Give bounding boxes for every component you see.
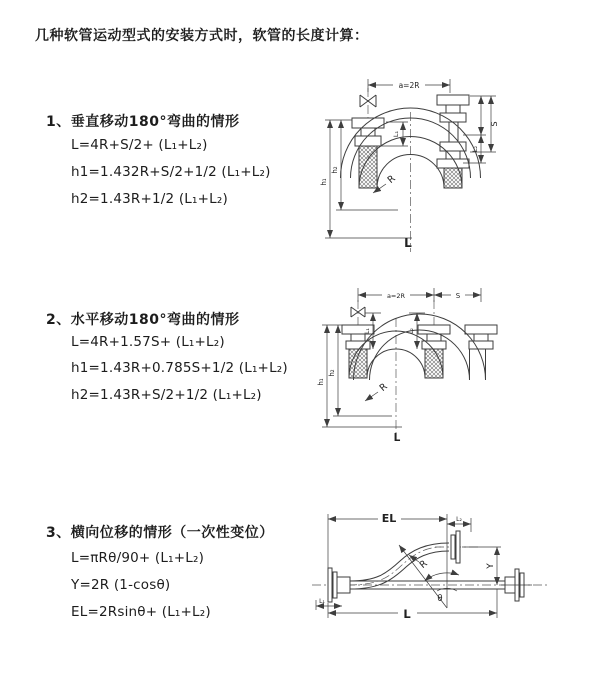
dim-l1-label: L₁ [364,328,371,334]
dimension-labels [320,81,499,250]
dim-l1-label: L₁ [392,130,400,138]
formula: L=4R+1.57S+ (L₁+L₂) [71,334,225,350]
dim-l2-label: L₂ [471,145,479,153]
right-pipe-fitting [437,95,469,188]
dim-s-label: S [455,292,461,300]
upper-right-flange [451,531,460,563]
diagram-vertical-180-bend [310,70,600,260]
section-3-heading: 3、横向位移的情形（一次性变位） [46,525,274,541]
dim-h1-label: h₁ [317,378,325,386]
formula: h2=1.43R+S/2+1/2 (L₁+L₂) [71,387,262,403]
dim-a2r-label: a=2R [398,81,420,90]
radius-label: R [377,381,390,394]
middle-pipe-fitting [418,325,450,378]
left-flange [328,568,350,602]
dim-h2-label: h₂ [328,369,336,377]
right-pipe-fitting [465,325,497,380]
formula: L=4R+S/2+ (L₁+L₂) [71,137,208,153]
section-1-heading: 1、垂直移动180°弯曲的情形 [46,114,240,130]
dim-el-label: EL [381,512,397,525]
formula: h2=1.43R+1/2 (L₁+L₂) [71,191,228,207]
dim-s-label: S [490,121,499,127]
centerlines [358,300,434,438]
dim-l2-label: L₂ [408,328,415,334]
radius-label: R [417,558,430,571]
dim-a2r-label: a=2R [386,292,406,300]
formula: h1=1.43R+0.785S+1/2 (L₁+L₂) [71,360,288,376]
formula: h1=1.432R+S/2+1/2 (L₁+L₂) [71,164,271,180]
diagram-lateral-displacement [295,498,600,646]
formula: Y=2R (1-cosθ) [71,577,171,593]
page-title: 几种软管运动型式的安装方式时，软管的长度计算： [35,28,369,44]
radius-label: R [385,173,398,186]
dim-h2-label: h₂ [331,166,339,174]
left-pipe-fitting [352,118,384,188]
theta-label: θ [437,594,443,604]
length-label: L [393,432,401,444]
diagram-horizontal-180-bend [310,280,600,465]
dim-l1-label: L₁ [319,598,325,605]
hose-s-curve [350,543,449,589]
dim-l-label: L [403,607,411,621]
braided-hose-section [359,146,377,188]
dim-y-label: Y [486,563,496,569]
dim-l2-label: L₂ [456,516,462,523]
dim-h1-label: h₁ [320,178,328,186]
dimension-lines [322,288,481,427]
length-label: L [404,236,412,250]
formula: EL=2Rsinθ+ (L₁+L₂) [71,604,211,620]
braided-hose-section [425,349,443,378]
formula: L=πRθ/90+ (L₁+L₂) [71,550,205,566]
dimension-labels [319,512,496,621]
braided-hose-section [349,349,367,378]
section-2-heading: 2、水平移动180°弯曲的情形 [46,312,240,328]
